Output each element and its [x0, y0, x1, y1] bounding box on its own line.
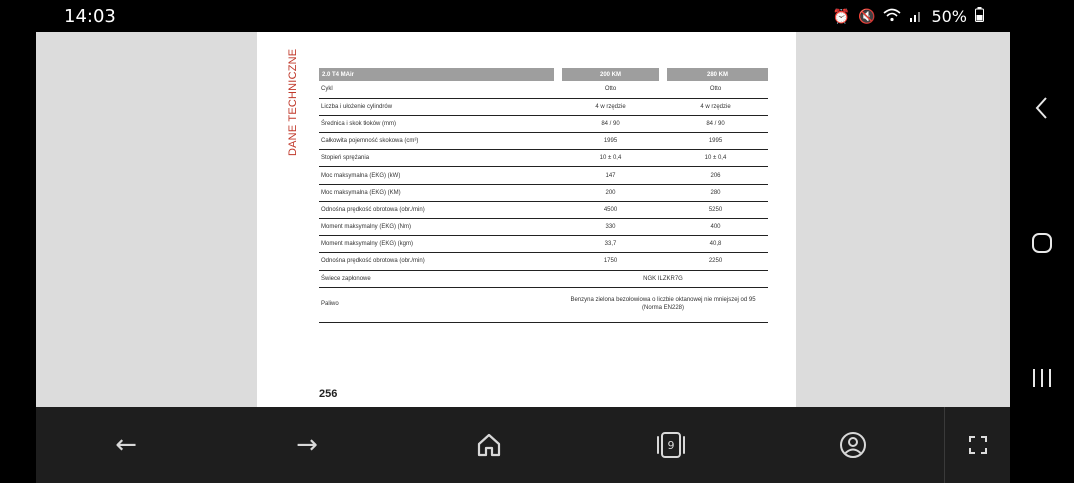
row-value-200: 10 ± 0,4 [558, 150, 663, 167]
account-button[interactable] [833, 427, 873, 463]
home-button[interactable] [469, 427, 509, 463]
browser-toolbar [36, 407, 944, 483]
row-value-280: 40,8 [663, 236, 768, 253]
specs-table [319, 68, 768, 323]
table-row [319, 236, 768, 253]
row-label: Cykl [319, 81, 558, 98]
table-row-spark-plugs [319, 270, 768, 287]
tabs-button[interactable] [651, 427, 691, 463]
header-280km: 280 KM [663, 68, 768, 81]
forward-button[interactable] [287, 427, 327, 463]
signal-icon [909, 8, 923, 26]
row-value-280: 400 [663, 219, 768, 236]
row-label: Odnośna prędkość obrotowa (obr./min) [319, 201, 558, 218]
table-row [319, 115, 768, 132]
row-value-280: 10 ± 0,4 [663, 150, 768, 167]
spark-plugs-value: NGK ILZKR7G [558, 270, 768, 287]
row-value-200: 1750 [558, 253, 663, 270]
row-label: Moc maksymalna (EKG) (KM) [319, 184, 558, 201]
row-value-280: 84 / 90 [663, 115, 768, 132]
row-value-280: 2250 [663, 253, 768, 270]
table-row [319, 201, 768, 218]
system-navigation [1010, 0, 1074, 483]
system-home-icon [1030, 231, 1054, 255]
row-label: Średnica i skok tłoków (mm) [319, 115, 558, 132]
table-row [319, 98, 768, 115]
back-button[interactable] [106, 427, 146, 463]
row-value-280: 1995 [663, 133, 768, 150]
alarm-icon: ⏰ [832, 8, 850, 25]
battery-icon [975, 7, 984, 26]
row-label: Odnośna prędkość obrotowa (obr./min) [319, 253, 558, 270]
row-value-200: 200 [558, 184, 663, 201]
row-value-200: 33,7 [558, 236, 663, 253]
row-label: Stopień sprężania [319, 150, 558, 167]
row-value-280: 206 [663, 167, 768, 184]
row-label: Moc maksymalna (EKG) (kW) [319, 167, 558, 184]
row-value-280: 280 [663, 184, 768, 201]
document-page [257, 32, 796, 407]
battery-level: 50% [931, 7, 967, 26]
table-row [319, 81, 768, 98]
row-label: Świece zapłonowe [319, 270, 558, 287]
row-value-280: 5250 [663, 201, 768, 218]
row-value-200: Otto [558, 81, 663, 98]
table-header-row [319, 68, 768, 81]
document-viewer[interactable] [36, 32, 1010, 407]
fullscreen-icon [968, 435, 988, 455]
page-number: 256 [319, 388, 338, 400]
row-label: Moment maksymalny (EKG) (kgm) [319, 236, 558, 253]
status-bar [36, 0, 1010, 32]
fuel-line-1: Benzyna zielona bezołowiowa o liczbie oktanowej nie mniejszej od 95 [570, 297, 756, 304]
account-icon [839, 431, 867, 459]
wifi-icon [883, 8, 901, 26]
status-time: 14:03 [64, 6, 116, 27]
row-value-200: 4500 [558, 201, 663, 218]
row-value-200: 4 w rzędzie [558, 98, 663, 115]
system-recents-button[interactable] [1022, 358, 1062, 398]
row-value-200: 330 [558, 219, 663, 236]
row-label: Liczba i ułożenie cylindrów [319, 98, 558, 115]
forward-arrow-icon: → [296, 430, 318, 460]
header-engine: 2.0 T4 MAir [319, 68, 558, 81]
table-row [319, 184, 768, 201]
fullscreen-button[interactable] [944, 407, 1010, 483]
system-recents-icon [1031, 367, 1053, 389]
table-row [319, 219, 768, 236]
table-row [319, 150, 768, 167]
row-value-280: 4 w rzędzie [663, 98, 768, 115]
table-row [319, 133, 768, 150]
system-back-icon [1034, 96, 1050, 120]
back-arrow-icon: ← [115, 430, 137, 460]
row-value-200: 1995 [558, 133, 663, 150]
system-home-button[interactable] [1022, 223, 1062, 263]
row-label: Moment maksymalny (EKG) (Nm) [319, 219, 558, 236]
system-back-button[interactable] [1022, 88, 1062, 128]
home-icon [476, 432, 502, 458]
header-200km: 200 KM [558, 68, 663, 81]
fuel-value [558, 287, 768, 322]
tab-count: 9 [667, 438, 675, 452]
status-icons [833, 7, 984, 26]
table-row-fuel [319, 287, 768, 322]
section-title: DANE TECHNICZNE [287, 48, 299, 156]
row-label: Paliwo [319, 287, 558, 322]
table-row [319, 167, 768, 184]
row-label: Całkowita pojemność skokowa (cm³) [319, 133, 558, 150]
fuel-line-2: (Norma EN228) [641, 304, 684, 311]
mute-icon: 🔇 [858, 8, 876, 25]
row-value-280: Otto [663, 81, 768, 98]
row-value-200: 147 [558, 167, 663, 184]
row-value-200: 84 / 90 [558, 115, 663, 132]
table-row [319, 253, 768, 270]
